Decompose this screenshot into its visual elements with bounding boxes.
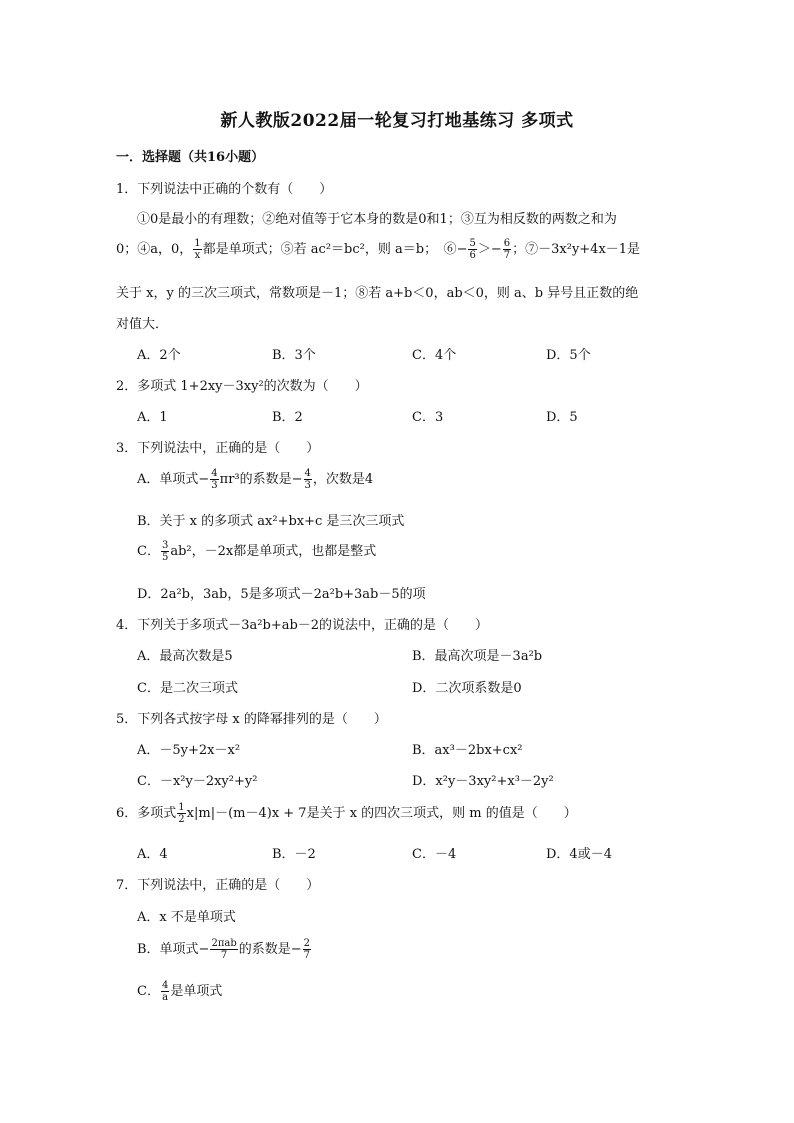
fraction-4-over-3-coef — [304, 468, 312, 491]
fraction-numerator: 1 — [178, 802, 185, 813]
q4-option-d[interactable]: D．二次项系数是0 — [412, 681, 522, 696]
q5-option-a[interactable]: A．－5y+2x－x² — [137, 743, 241, 758]
question-1-line-2-part-c: ＞− — [477, 242, 502, 257]
question-6-suffix: x|m|－(m－4)x + 7是关于 x 的四次三项式，则 m 的值是（ ） — [186, 806, 577, 821]
q7-option-b[interactable] — [137, 938, 312, 961]
q7-option-b-prefix: B．单项式− — [137, 942, 210, 957]
q7-option-c-suffix: 是单项式 — [170, 984, 223, 999]
q6-option-b[interactable]: B．－2 — [272, 847, 316, 862]
q1-option-b[interactable]: B．3个 — [272, 348, 316, 363]
question-1-line-4: 对值大． — [116, 317, 169, 332]
fraction-4-over-a — [161, 980, 169, 1003]
q3-option-c-prefix: C． — [137, 544, 160, 559]
q7-option-a[interactable]: A．x 不是单项式 — [137, 910, 236, 925]
question-1-line-2-part-d: ；⑦－3x²y+4x－1是 — [512, 242, 641, 257]
fraction-numerator: 2 — [303, 938, 311, 949]
fraction-numerator: 5 — [469, 238, 476, 249]
fraction-denominator: x — [194, 250, 201, 261]
question-7-stem: 7．下列说法中，正确的是（ ） — [116, 878, 320, 893]
q3-option-b[interactable]: B．关于 x 的多项式 ax²+bx+c 是三次三项式 — [137, 514, 405, 529]
fraction-denominator: 7 — [303, 950, 311, 961]
q7-option-c[interactable] — [137, 980, 222, 1003]
q1-option-a[interactable]: A．2个 — [137, 348, 181, 363]
q1-option-c[interactable]: C．4个 — [412, 348, 457, 363]
q4-option-b[interactable]: B．最高次项是－3a²b — [412, 649, 543, 664]
q3-option-a[interactable] — [137, 468, 373, 491]
fraction-numerator: 4 — [304, 468, 311, 479]
fraction-numerator: 6 — [503, 238, 511, 249]
q2-option-c[interactable]: C．3 — [412, 410, 444, 425]
q3-option-a-suffix: ，次数是4 — [312, 472, 374, 487]
fraction-1-over-2 — [177, 802, 185, 825]
fraction-numerator: 1 — [194, 238, 201, 249]
q3-option-c[interactable] — [137, 540, 376, 563]
question-5-stem: 5．下列各式按字母 x 的降幂排列的是（ ） — [116, 712, 387, 727]
fraction-numerator: 4 — [161, 980, 169, 991]
q5-option-d[interactable]: D．x²y－3xy²+x³－2y² — [412, 774, 554, 789]
fraction-numerator: 2πab — [211, 938, 237, 949]
question-1-stem: 1．下列说法中正确的个数有（ ） — [116, 182, 333, 197]
q3-option-d[interactable]: D．2a²b，3ab，5是多项式－2a²b+3ab－5的项 — [137, 587, 426, 602]
question-1-line-2-part-b: 都是单项式；⑤若 ac²＝bc²，则 a＝b； ⑥− — [202, 242, 468, 257]
fraction-6-over-7 — [503, 238, 511, 261]
fraction-2-over-7 — [303, 938, 311, 961]
question-1-line-2-part-a: 0；④a，0， — [116, 242, 193, 257]
q7-option-b-middle: 的系数是− — [238, 942, 302, 957]
q4-option-a[interactable]: A．最高次数是5 — [137, 649, 233, 664]
fraction-numerator: 3 — [161, 540, 169, 551]
q6-option-d[interactable]: D．4或－4 — [546, 847, 612, 862]
fraction-1-over-x — [193, 238, 201, 261]
q3-option-a-prefix: A．单项式− — [137, 472, 210, 487]
q7-option-c-prefix: C． — [137, 984, 160, 999]
fraction-denominator: 6 — [469, 250, 476, 261]
fraction-denominator: 3 — [211, 480, 218, 491]
fraction-denominator: 5 — [161, 552, 169, 563]
q2-option-a[interactable]: A．1 — [137, 410, 168, 425]
question-1-line-1: ①0是最小的有理数；②绝对值等于它本身的数是0和1；③互为相反数的两数之和为 — [137, 212, 617, 227]
question-6-prefix: 6．多项式 — [116, 806, 177, 821]
q5-option-c[interactable]: C．－x²y－2xy²+y² — [137, 774, 258, 789]
question-3-stem: 3．下列说法中，正确的是（ ） — [116, 441, 320, 456]
question-6-stem — [116, 802, 577, 825]
fraction-3-over-5 — [161, 540, 169, 563]
q2-option-b[interactable]: B．2 — [272, 410, 303, 425]
fraction-denominator: 7 — [503, 250, 511, 261]
fraction-denominator: 3 — [304, 480, 311, 491]
q5-option-b[interactable]: B．ax³－2bx+cx² — [412, 743, 523, 758]
fraction-2piab-over-7 — [210, 938, 237, 961]
fraction-5-over-6 — [468, 238, 476, 261]
q3-option-c-suffix: ab²，－2x都是单项式，也都是整式 — [170, 544, 377, 559]
fraction-denominator: 2 — [178, 814, 185, 825]
fraction-numerator: 4 — [211, 468, 218, 479]
question-1-line-3: 关于 x，y 的三次三项式，常数项是－1；⑧若 a+b＜0，ab＜0，则 a、b 异号且正数的绝 — [116, 286, 639, 301]
fraction-4-over-3 — [210, 468, 218, 491]
question-1-line-2 — [116, 238, 640, 261]
question-4-stem: 4．下列关于多项式－3a²b+ab－2的说法中，正确的是（ ） — [116, 618, 489, 633]
q6-option-c[interactable]: C．－4 — [412, 847, 457, 862]
q6-option-a[interactable]: A．4 — [137, 847, 168, 862]
fraction-denominator: a — [162, 992, 169, 1003]
section-heading: 一．选择题（共16小题） — [116, 150, 265, 165]
q4-option-c[interactable]: C．是二次三项式 — [137, 681, 238, 696]
q2-option-d[interactable]: D．5 — [546, 410, 578, 425]
question-2-stem: 2．多项式 1+2xy－3xy²的次数为（ ） — [116, 379, 368, 394]
q1-option-d[interactable]: D．5个 — [546, 348, 591, 363]
q3-option-a-middle: πr³的系数是− — [219, 472, 303, 487]
fraction-denominator: 7 — [220, 950, 228, 961]
page-title: 新人教版2022届一轮复习打地基练习 多项式 — [220, 111, 574, 131]
